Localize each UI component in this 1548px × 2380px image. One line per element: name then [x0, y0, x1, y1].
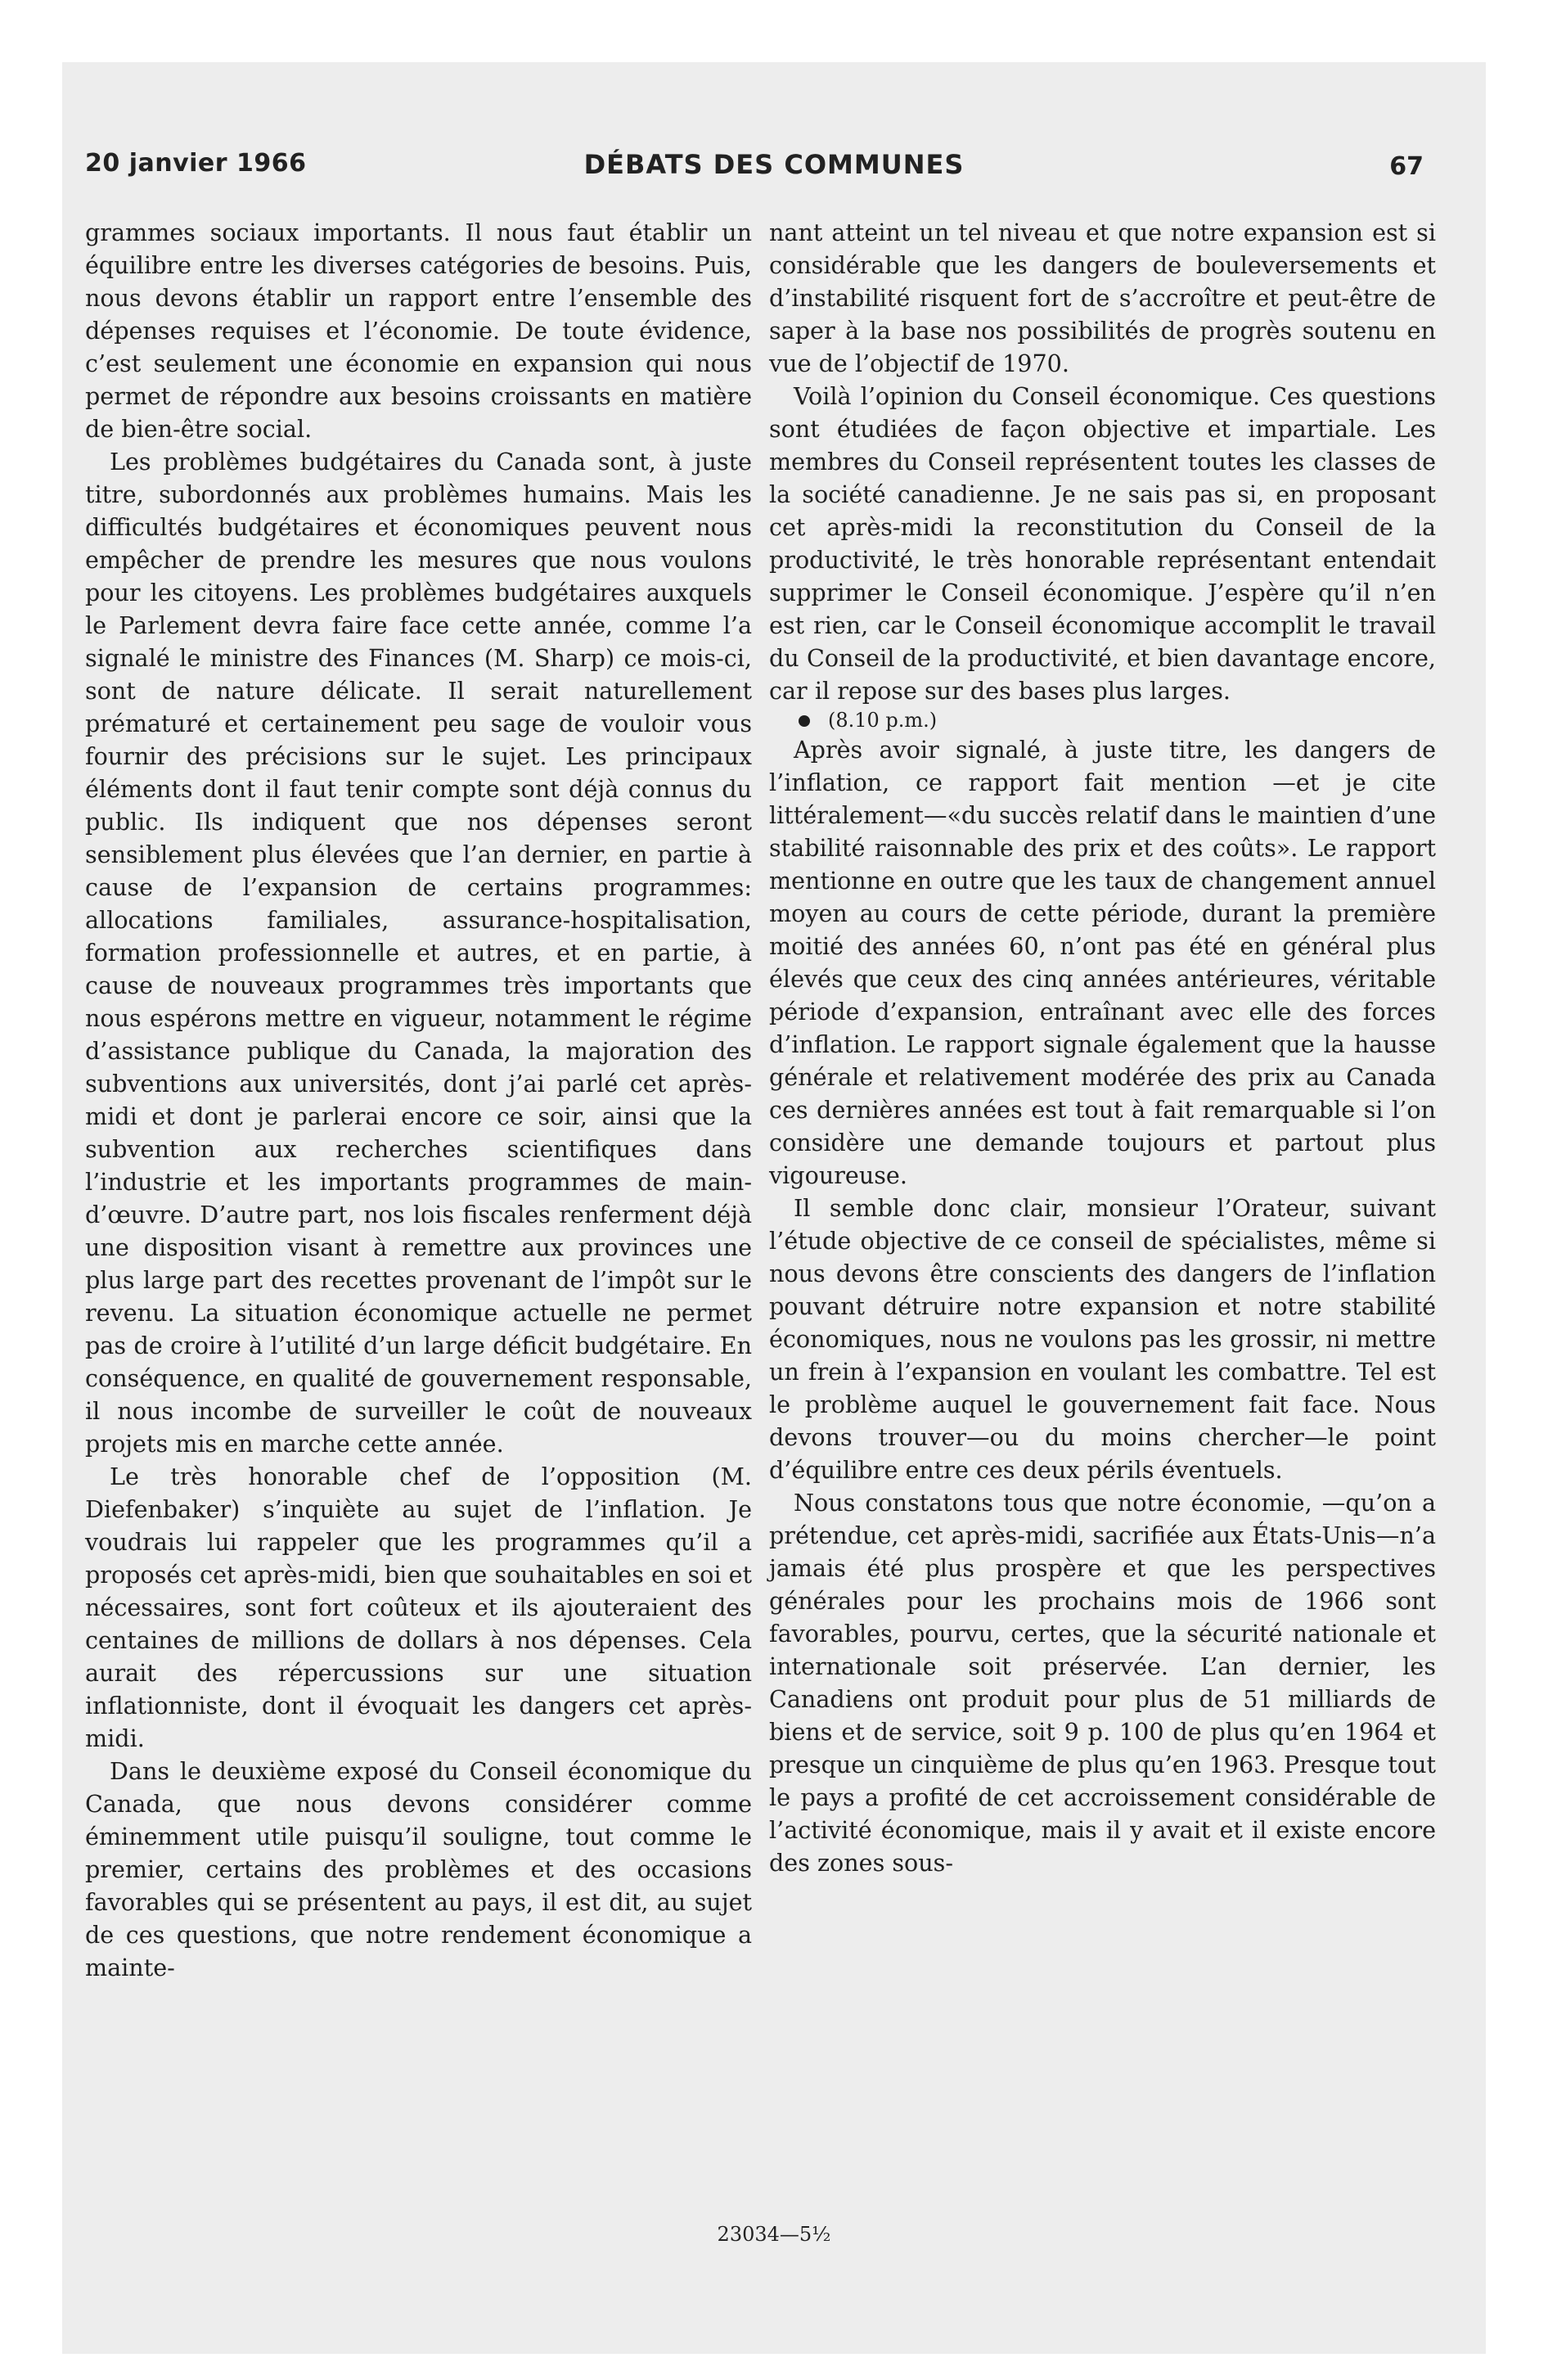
- bullet-icon: [799, 715, 810, 727]
- paragraph: Nous constatons tous que notre économie, —qu’on a prétendue, cet après-midi, sacrifiée aux États-Unis—n’a jamais été plus prospère et que les perspectives générales pour les prochains mois de 1966 sont favorables, pourvu, certes, que la sécurité nationale et internationale soit préservée. L’an dernier, les Canadiens ont produit pour plus de 51 milliards de biens et de service, soit 9 p. 100 de plus qu’en 1964 et presque un cinquième de plus qu’en 1963. Presque tout le pays a profité de cet accroissement considérable de l’activité économique, mais il y avait et il existe encore des zones sous-: [769, 1489, 1436, 1877]
- page-number: 67: [1389, 152, 1424, 181]
- page-header: [62, 149, 1486, 190]
- header-title: DÉBATS DES COMMUNES: [583, 149, 965, 180]
- header-date: 20 janvier 1966: [85, 149, 307, 178]
- paragraph: Les problèmes budgétaires du Canada sont, à juste titre, subordonnés aux problèmes humains. Mais les difficultés budgétaires et économiques peuvent nous empêcher de prendre les mesures que nous voulons pour les citoyens. Les problèmes budgétaires auxquels le Parlement devra faire face cette année, comme l’a signalé le ministre des Finances (M. Sharp) ce mois-ci, sont de nature délicate. Il serait naturellement prématuré et certainement peu sage de vouloir vous fournir des précisions sur le sujet. Les principaux éléments dont il faut tenir compte sont déjà connus du public. Ils indiquent que nos dépenses seront sensiblement plus élevées que l’an dernier, en partie à cause de l’expansion de certains programmes: allocations familiales, assurance-hospitalisation, formation professionnelle et autres, et en partie, à cause de nouveaux programmes très importants que nous espérons mettre en vigueur, notamment le régime d’assistance publique du Canada, la majoration des subventions aux universités, dont j’ai parlé cet après-midi et dont je parlerai encore ce soir, ainsi que la subvention aux recherches scientifiques dans l’industrie et les importants programmes de main-d’œuvre. D’autre part, nos lois fiscales renferment déjà une disposition visant à remettre aux provinces une plus large part des recettes provenant de l’impôt sur le revenu. La situation économique actuelle ne permet pas de croire à l’utilité d’un large déficit budgétaire. En conséquence, en qualité de gouvernement responsable, il nous incombe de surveiller le coût de nouveaux projets mis en marche cette année.: [85, 448, 752, 1458]
- paragraph: Voilà l’opinion du Conseil économique. Ces questions sont étudiées de façon objective et impartiale. Les membres du Conseil représentent toutes les classes de la société canadienne. Je ne sais pas si, en proposant cet après-midi la reconstitution du Conseil de la productivité, le très honorable représentant entendait supprimer le Conseil économique. J’espère qu’il n’en est rien, car le Conseil économique accomplit le travail du Conseil de la productivité, et bien davantage encore, car il repose sur des bases plus larges.: [769, 382, 1436, 705]
- paragraph: nant atteint un tel niveau et que notre expansion est si considérable que les dangers de bouleversements et d’instabilité risquent fort de s’accroître et peut-être de saper à la base nos possibilités de progrès soutenu en vue de l’objectif de 1970.: [769, 219, 1436, 377]
- footer-code: 23034—5½: [717, 2223, 831, 2246]
- right-column: [769, 216, 1436, 1879]
- scanned-page: [62, 62, 1486, 2354]
- paragraph: Après avoir signalé, à juste titre, les dangers de l’inflation, ce rapport fait mention —et je cite littéralement—«du succès relatif dans le maintien d’une stabilité raisonnable des prix et des coûts». Le rapport mentionne en outre que les taux de changement annuel moyen au cours de cette période, durant la première moitié des années 60, n’ont pas été en général plus élevés que ceux des cinq années antérieures, véritable période d’expansion, entraînant avec elle des forces d’inflation. Le rapport signale également que la hausse générale et relativement modérée des prix au Canada ces dernières années est tout à fait remarquable si l’on considère une demande toujours et partout plus vigoureuse.: [769, 736, 1436, 1189]
- paragraph: grammes sociaux importants. Il nous faut établir un équilibre entre les diverses catégories de besoins. Puis, nous devons établir un rapport entre l’ensemble des dépenses requises et l’économie. De toute évidence, c’est seulement une économie en expansion qui nous permet de répondre aux besoins croissants en matière de bien-être social.: [85, 219, 752, 443]
- paragraph: Il semble donc clair, monsieur l’Orateur, suivant l’étude objective de ce conseil de spécialistes, même si nous devons être conscients des dangers de l’inflation pouvant détruire notre expansion et notre stabilité économiques, nous ne voulons pas les grossir, ni mettre un frein à l’expansion en voulant les combattre. Tel est le problème auquel le gouvernement fait face. Nous devons trouver—ou du moins chercher—le point d’équilibre entre ces deux périls éventuels.: [769, 1194, 1436, 1484]
- time-stamp: [769, 707, 1436, 733]
- paragraph: Dans le deuxième exposé du Conseil économique du Canada, que nous devons considérer comme éminemment utile puisqu’il souligne, tout comme le premier, certains des problèmes et des occasions favorables qui se présentent au pays, il est dit, au sujet de ces questions, que notre rendement économique a mainte-: [85, 1757, 752, 1981]
- left-column: [85, 216, 752, 1984]
- paragraph: Le très honorable chef de l’opposition (M. Diefenbaker) s’inquiète au sujet de l’inflation. Je voudrais lui rappeler que les programmes qu’il a proposés cet après-midi, bien que souhaitables en soi et nécessaires, sont fort coûteux et ils ajouteraient des centaines de millions de dollars à nos dépenses. Cela aurait des répercussions sur une situation inflationniste, dont il évoquait les dangers cet après-midi.: [85, 1463, 752, 1752]
- time-stamp-text: (8.10 p.m.): [828, 709, 938, 732]
